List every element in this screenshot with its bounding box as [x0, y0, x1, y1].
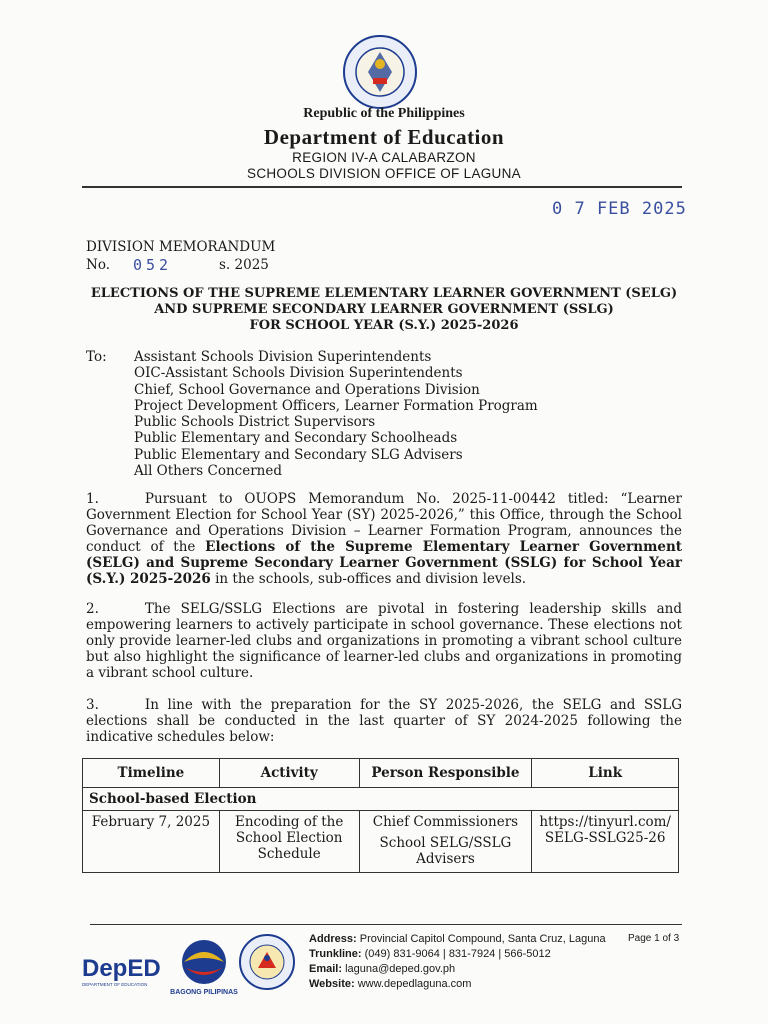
address-label: Address: [309, 933, 357, 945]
date-stamp: 0 7 FEB 2025 [552, 199, 687, 219]
footer-divider [90, 924, 682, 925]
recipient: All Others Concerned [134, 463, 283, 480]
recipient: Assistant Schools Division Superintendents [134, 349, 432, 365]
timeline-cell: February 7, 2025 [83, 811, 220, 873]
paragraph-text: In line with the preparation for the SY 2025-2026, the SELG and SSLG elections shall be conducted in the last quarter of SY 2024-2025 following the indicative schedules below: [86, 697, 682, 745]
paragraph-1 [86, 491, 682, 587]
table-section-row [83, 788, 679, 811]
person-cell [359, 811, 532, 873]
paragraph-bold-text: Elections of the Supreme Elementary Learner Government (SELG) and Supreme Secondary Learner Government (SSLG) for School Year (S.Y.) 2025-2026 [86, 539, 682, 587]
activity-cell: Encoding of the School Election Schedule [219, 811, 359, 873]
paragraph-2 [86, 601, 682, 681]
recipient: OIC-Assistant Schools Division Superintendents [134, 365, 463, 382]
recipient: Public Elementary and Secondary Schoolheads [134, 430, 458, 447]
department-title: Department of Education [263, 125, 505, 149]
table-row [83, 811, 679, 873]
section-label: School-based Election [83, 788, 679, 811]
column-header: Person Responsible [359, 759, 532, 788]
subject-line: FOR SCHOOL YEAR (S.Y.) 2025-2026 [249, 318, 519, 333]
trunkline-label: Trunkline: [309, 948, 362, 960]
schedule-table [82, 758, 679, 873]
paragraph-number: 2. [86, 601, 99, 617]
email-label: Email: [309, 963, 343, 975]
paragraph-text: The SELG/SSLG Elections are pivotal in fostering leadership skills and empowering learners to actively participate in school governance. These elections not only provide learner-led clubs and organizations in promoting a vibrant school culture but also highlight the significance of learner-led clubs and organizations in promoting a vibrant school culture. [86, 601, 682, 681]
paragraph-number: 3. [86, 697, 99, 713]
address-value: Provincial Capitol Compound, Santa Cruz, Laguna [359, 933, 606, 945]
subject-line: ELECTIONS OF THE SUPREME ELEMENTARY LEARNER GOVERNMENT (SELG) [90, 286, 678, 301]
bagong-pilipinas-text: BAGONG PILIPINAS [170, 989, 238, 996]
memo-series: s. 2025 [219, 257, 269, 273]
memo-subject [82, 286, 686, 334]
paragraph-text: in the schools, sub-offices and division levels. [210, 571, 527, 587]
memo-title: DIVISION MEMORANDUM [86, 239, 276, 255]
column-header: Timeline [83, 759, 220, 788]
paragraph-3 [86, 697, 682, 745]
paragraph-text: Pursuant to OUOPS Memorandum No. 2025-11-00442 titled: “Learner Government Election for School Year (SY) 2025-2026,” this Office, through the School Governance and Operations Division – Learner Formation Program, announces the conduct of the [86, 491, 682, 555]
website-label: Website: [309, 978, 355, 990]
deped-logo-sub: DEPARTMENT OF EDUCATION [82, 982, 148, 987]
deped-seal-icon [340, 34, 420, 110]
recipient: Chief, School Governance and Operations Division [134, 381, 480, 398]
recipient: Public Elementary and Secondary SLG Advisers [134, 446, 463, 463]
person-line: School SELG/SSLG Advisers [379, 835, 512, 867]
header-divider [82, 186, 682, 188]
person-line: Chief Commissioners [372, 814, 519, 830]
memo-number: 052 [133, 256, 173, 274]
page-number: Page 1 of 3 [628, 933, 680, 944]
footer-logos [82, 932, 297, 996]
column-header: Activity [219, 759, 359, 788]
website-value[interactable]: www.depedlaguna.com [357, 978, 472, 990]
to-label: To: [86, 349, 107, 365]
memo-no-label: No. [86, 257, 110, 273]
column-header: Link [532, 759, 679, 788]
recipient-list [134, 349, 538, 479]
laguna-division-seal-icon [240, 935, 294, 989]
subject-line: AND SUPREME SECONDARY LEARNER GOVERNMENT (SSLG) [154, 302, 614, 317]
trunkline-value: (049) 831-9064 | 831-7924 | 566-5012 [364, 948, 551, 960]
office-title: SCHOOLS DIVISION OFFICE OF LAGUNA [247, 166, 521, 181]
footer-contact [309, 932, 606, 992]
link-cell[interactable]: https://tinyurl.com/SELG-SSLG25-26 [532, 811, 679, 873]
region-title: REGION IV-A CALABARZON [292, 150, 476, 165]
recipient: Public Schools District Supervisors [134, 414, 376, 431]
bagong-pilipinas-icon [170, 940, 238, 996]
table-header-row [83, 759, 679, 788]
recipient: Project Development Officers, Learner Formation Program [134, 397, 538, 414]
deped-logo-text: DepED [82, 955, 161, 982]
paragraph-number: 1. [86, 491, 99, 507]
deped-logo-icon [82, 955, 161, 987]
republic-title: Republic of the Philippines [303, 106, 465, 121]
email-value[interactable]: laguna@deped.gov.ph [345, 963, 456, 975]
